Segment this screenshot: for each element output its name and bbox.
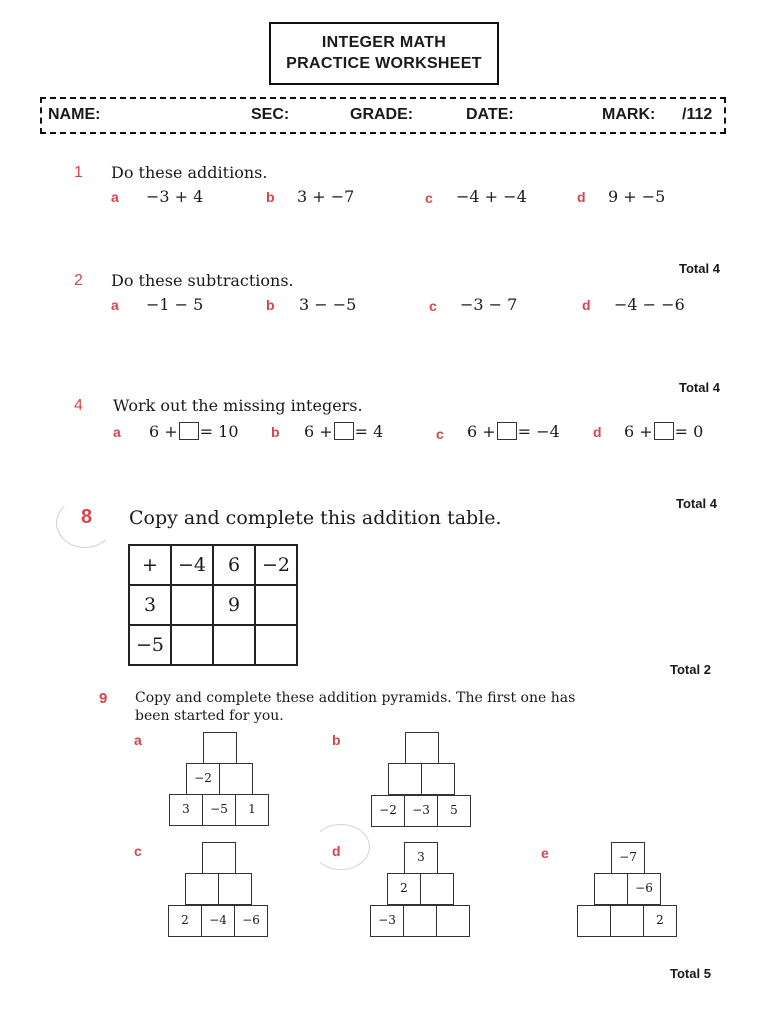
table-cell[interactable] (255, 625, 297, 665)
part-letter: c (436, 426, 444, 442)
student-info-bar (40, 97, 726, 134)
pyramid-cell: −6 (627, 873, 661, 905)
pyramid-cell: 2 (643, 905, 677, 937)
missing-integer-equation: 6 + = −4 (467, 422, 560, 441)
total-score: Total 4 (679, 380, 720, 395)
pyramid-cell[interactable] (202, 842, 236, 874)
title-line-1: INTEGER MATH (321, 34, 447, 51)
expression: −3 − 7 (460, 295, 518, 314)
table-cell: 6 (213, 545, 255, 585)
mark-total: /112 (682, 106, 713, 123)
pyramid-cell[interactable] (203, 732, 237, 764)
part-letter: b (332, 732, 341, 748)
answer-box[interactable] (179, 422, 199, 440)
part-letter: a (113, 424, 121, 440)
question-text: been started for you. (135, 708, 284, 724)
question-text: Do these subtractions. (111, 271, 294, 290)
pyramid-cell: −3 (370, 905, 404, 937)
expression: −1 − 5 (146, 295, 204, 314)
pyramid-cell: −2 (186, 763, 220, 795)
total-score: Total 5 (670, 966, 711, 981)
pyramid-cell: −5 (202, 794, 236, 826)
table-cell: −2 (255, 545, 297, 585)
pyramid-cell[interactable] (594, 873, 628, 905)
expression: −4 + −4 (456, 187, 527, 206)
part-letter: a (111, 189, 119, 205)
pyramid-cell: −7 (611, 842, 645, 874)
addition-table (128, 544, 298, 666)
question-text: Do these additions. (111, 163, 268, 182)
pyramid-cell[interactable] (388, 763, 422, 795)
part-letter: b (266, 189, 275, 205)
expression: −4 − −6 (614, 295, 685, 314)
table-cell[interactable] (255, 585, 297, 625)
pyramid-cell[interactable] (403, 905, 437, 937)
worksheet-title (269, 22, 499, 85)
date-label: DATE: (466, 106, 514, 123)
pyramid-cell[interactable] (436, 905, 470, 937)
total-score: Total 4 (676, 496, 717, 511)
question-text: Work out the missing integers. (113, 396, 363, 415)
section-label: SEC: (251, 106, 290, 123)
pyramid-cell: −6 (234, 905, 268, 937)
answer-box[interactable] (497, 422, 517, 440)
question-number: 1 (74, 164, 83, 181)
pyramid-cell[interactable] (405, 732, 439, 764)
part-letter: d (332, 843, 341, 859)
pyramid-cell[interactable] (420, 873, 454, 905)
expression: 9 + −5 (608, 187, 666, 206)
question-number: 4 (74, 397, 83, 414)
missing-integer-equation: 6 + = 10 (149, 422, 239, 441)
total-score: Total 4 (679, 261, 720, 276)
part-letter: c (425, 190, 433, 206)
part-letter: a (134, 732, 142, 748)
pyramid-cell[interactable] (218, 873, 252, 905)
table-cell: + (129, 545, 171, 585)
part-letter: a (111, 297, 119, 313)
pyramid-cell: 2 (387, 873, 421, 905)
pyramid-cell[interactable] (185, 873, 219, 905)
missing-integer-equation: 6 + = 4 (304, 422, 384, 441)
part-letter: b (266, 297, 275, 313)
part-letter: e (541, 845, 549, 861)
question-number: 9 (99, 690, 108, 707)
part-letter: d (593, 424, 602, 440)
pyramid-cell: −2 (371, 795, 405, 827)
missing-integer-equation: 6 + = 0 (624, 422, 704, 441)
mark-label: MARK: (602, 106, 656, 123)
expression: 3 − −5 (299, 295, 357, 314)
pyramid-cell[interactable] (577, 905, 611, 937)
pyramid-cell: 5 (437, 795, 471, 827)
question-text: Copy and complete these addition pyramids. The first one has (135, 690, 576, 706)
pyramid-cell: −3 (404, 795, 438, 827)
name-label: NAME: (48, 106, 101, 123)
expression: 3 + −7 (297, 187, 355, 206)
pyramid-cell: 2 (168, 905, 202, 937)
hand-drawn-circle (312, 824, 370, 870)
pyramid-cell: 3 (404, 842, 438, 874)
pyramid-cell[interactable] (610, 905, 644, 937)
answer-box[interactable] (334, 422, 354, 440)
table-cell: −5 (129, 625, 171, 665)
table-cell: −4 (171, 545, 213, 585)
table-cell[interactable] (213, 625, 255, 665)
pyramid-cell: 1 (235, 794, 269, 826)
table-cell: 3 (129, 585, 171, 625)
part-letter: d (577, 189, 586, 205)
pyramid-cell: 3 (169, 794, 203, 826)
question-text: Copy and complete this addition table. (129, 507, 502, 529)
part-letter: c (134, 843, 142, 859)
part-letter: d (582, 297, 591, 313)
expression: −3 + 4 (146, 187, 204, 206)
total-score: Total 2 (670, 662, 711, 677)
part-letter: b (271, 424, 280, 440)
table-cell[interactable] (171, 585, 213, 625)
part-letter: c (429, 298, 437, 314)
question-number: 2 (74, 272, 83, 289)
grade-label: GRADE: (350, 106, 414, 123)
title-line-2: PRACTICE WORKSHEET (286, 55, 482, 72)
answer-box[interactable] (654, 422, 674, 440)
table-cell[interactable] (171, 625, 213, 665)
question-number: 8 (81, 506, 93, 528)
pyramid-cell[interactable] (421, 763, 455, 795)
pyramid-cell: −4 (201, 905, 235, 937)
table-cell: 9 (213, 585, 255, 625)
pyramid-cell[interactable] (219, 763, 253, 795)
